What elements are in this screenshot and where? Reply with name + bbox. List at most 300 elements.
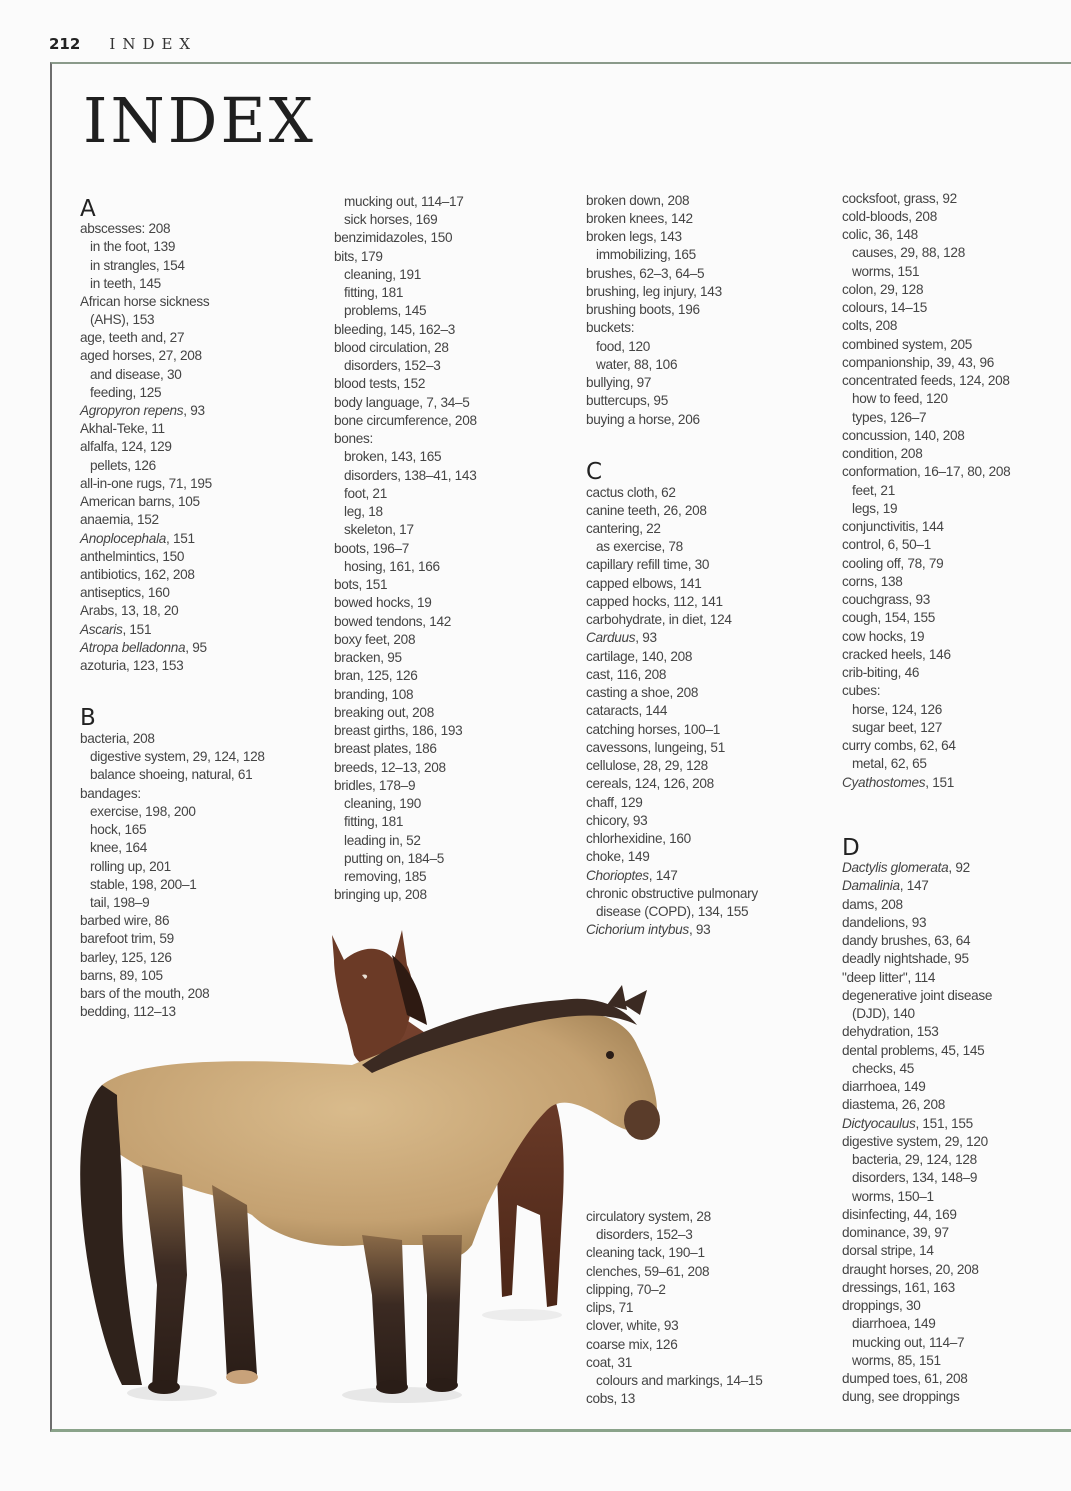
index-entry-text: bone circumference, 208	[334, 413, 477, 428]
index-entry-text: branding, 108	[334, 687, 414, 702]
index-entry-text: cereals, 124, 126, 208	[586, 776, 714, 791]
running-head	[49, 34, 197, 53]
index-entry	[842, 518, 944, 536]
index-entry-text: Akhal-Teke, 11	[80, 421, 165, 436]
index-entry-text: coarse mix, 126	[586, 1337, 678, 1352]
index-entry-text: dental problems, 45, 145	[842, 1043, 985, 1058]
index-entry-text: benzimidazoles, 150	[334, 230, 453, 245]
index-entry	[842, 1206, 957, 1224]
index-term-italic: Carduus	[586, 630, 636, 645]
index-entry	[334, 777, 415, 795]
horses-illustration	[62, 915, 682, 1415]
index-entry-text: leg, 18	[344, 504, 383, 519]
index-entry-text: broken, 143, 165	[344, 449, 442, 464]
index-entry	[842, 896, 903, 914]
index-entry-text: conformation, 16–17, 80, 208	[842, 464, 1011, 479]
index-entry	[80, 621, 151, 639]
index-entry	[80, 657, 183, 675]
index-entry-text: cast, 116, 208	[586, 667, 667, 682]
index-entry	[586, 885, 758, 903]
index-entry-text: capped elbows, 141	[586, 576, 702, 591]
index-subentry	[90, 238, 175, 256]
index-subentry	[90, 876, 196, 894]
index-entry	[842, 445, 922, 463]
index-subentry	[852, 409, 926, 427]
index-entry-text: barefoot trim, 59	[80, 931, 174, 946]
index-subentry	[90, 766, 252, 784]
index-entry-text: bleeding, 145, 162–3	[334, 322, 455, 337]
index-entry-text: clipping, 70–2	[586, 1282, 666, 1297]
index-entry-text: dams, 208	[842, 897, 903, 912]
index-entry	[842, 226, 918, 244]
index-term-italic: Damalinia	[842, 878, 900, 893]
index-subentry	[344, 521, 414, 539]
index-entry	[842, 1133, 988, 1151]
index-entry	[842, 336, 972, 354]
index-entry-text: colours and markings, 14–15	[596, 1373, 763, 1388]
index-term-italic: Anoplocephala	[80, 531, 167, 546]
index-entry	[842, 877, 928, 895]
index-entry	[334, 686, 413, 704]
index-entry-text: body language, 7, 34–5	[334, 395, 470, 410]
index-entry-text: dorsal stripe, 14	[842, 1243, 934, 1258]
index-entry-text: types, 126–7	[852, 410, 927, 425]
index-entry-text: cavessons, lungeing, 51	[586, 740, 725, 755]
index-entry	[334, 321, 455, 339]
index-entry	[842, 208, 937, 226]
index-entry-text: all-in-one rugs, 71, 195	[80, 476, 212, 491]
index-entry-text: clover, white, 93	[586, 1318, 679, 1333]
index-entry	[586, 502, 707, 520]
index-entry-text: dung, see droppings	[842, 1389, 960, 1404]
index-entry-text: brushes, 62–3, 64–5	[586, 266, 705, 281]
index-subentry	[852, 1060, 914, 1078]
index-entry-text: putting on, 184–5	[344, 851, 444, 866]
index-entry-text: digestive system, 29, 120	[842, 1134, 988, 1149]
index-term-italic: Dictyocaulus	[842, 1116, 916, 1131]
index-entry-text: , 93	[635, 630, 657, 645]
index-entry-text: hock, 165	[90, 822, 147, 837]
index-entry	[334, 576, 387, 594]
index-entry-text: broken legs, 143	[586, 229, 682, 244]
index-entry	[842, 555, 943, 573]
index-entry	[586, 556, 709, 574]
index-entry-text: dominance, 39, 97	[842, 1225, 949, 1240]
index-entry-text: barns, 89, 105	[80, 968, 163, 983]
page-title: INDEX	[83, 84, 316, 157]
index-entry	[586, 575, 702, 593]
index-entry	[334, 631, 415, 649]
index-entry-text: checks, 45	[852, 1061, 914, 1076]
index-entry-text: cleaning tack, 190–1	[586, 1245, 705, 1260]
index-entry-text: , 147	[899, 878, 929, 893]
index-entry	[334, 594, 432, 612]
index-entry	[334, 540, 409, 558]
index-entry	[586, 867, 677, 885]
index-subentry	[344, 795, 421, 813]
index-entry	[80, 566, 195, 584]
index-entry-text: chaff, 129	[586, 795, 643, 810]
index-entry-text: as exercise, 78	[596, 539, 683, 554]
index-entry-text: disorders, 152–3	[344, 358, 441, 373]
index-entry	[80, 584, 170, 602]
index-entry	[842, 1115, 973, 1133]
index-entry	[80, 220, 170, 238]
index-subentry	[344, 467, 476, 485]
index-entry	[334, 375, 425, 393]
index-subentry	[852, 482, 895, 500]
index-entry	[842, 987, 992, 1005]
index-entry-text: removing, 185	[344, 869, 427, 884]
index-entry-text: feeding, 125	[90, 385, 162, 400]
index-entry-text: diarrhoea, 149	[852, 1316, 936, 1331]
index-entry-text: concussion, 140, 208	[842, 428, 965, 443]
index-entry	[842, 932, 970, 950]
index-entry-text: cleaning, 190	[344, 796, 421, 811]
index-entry-text: carbohydrate, in diet, 124	[586, 612, 732, 627]
index-entry	[586, 484, 676, 502]
index-subentry	[344, 832, 421, 850]
index-subentry	[852, 701, 942, 719]
index-entry	[842, 859, 970, 877]
index-entry	[842, 914, 926, 932]
index-entry	[80, 730, 155, 748]
index-entry	[80, 530, 195, 548]
index-entry-text: bowed tendons, 142	[334, 614, 452, 629]
index-entry-text: droppings, 30	[842, 1298, 921, 1313]
index-entry	[586, 721, 720, 739]
index-entry-text: curry combs, 62, 64	[842, 738, 956, 753]
index-entry-text: digestive system, 29, 124, 128	[90, 749, 265, 764]
index-entry-text: alfalfa, 124, 129	[80, 439, 172, 454]
index-entry-text: chlorhexidine, 160	[586, 831, 691, 846]
index-subentry	[344, 357, 440, 375]
index-entry-text: cobs, 13	[586, 1391, 635, 1406]
index-entry	[842, 1078, 925, 1096]
index-entry-text: condition, 208	[842, 446, 923, 461]
index-entry-text: disinfecting, 44, 169	[842, 1207, 957, 1222]
dun-horse-fore-leg	[362, 1235, 407, 1390]
index-entry-text: American barns, 105	[80, 494, 200, 509]
index-entry	[80, 639, 207, 657]
index-entry-text: blood circulation, 28	[334, 340, 449, 355]
index-entry	[842, 1297, 920, 1315]
index-term-italic: Atropa belladonna	[80, 640, 186, 655]
index-entry-text: breast plates, 186	[334, 741, 437, 756]
index-entry	[80, 548, 184, 566]
index-entry-text: combined system, 205	[842, 337, 973, 352]
index-entry-text: cellulose, 28, 29, 128	[586, 758, 708, 773]
index-entry-text: cataracts, 144	[586, 703, 668, 718]
index-entry	[842, 536, 931, 554]
index-entry-text: balance shoeing, natural, 61	[90, 767, 253, 782]
index-entry-text: abscesses: 208	[80, 221, 171, 236]
index-entry-text: age, teeth and, 27	[80, 330, 185, 345]
index-entry	[586, 702, 667, 720]
index-entry-text: diarrhoea, 149	[842, 1079, 926, 1094]
index-subentry	[90, 384, 161, 402]
index-entry-text: blood tests, 152	[334, 376, 426, 391]
index-entry-text: bullying, 97	[586, 375, 652, 390]
index-entry-text: choke, 149	[586, 849, 650, 864]
index-entry-text: cocksfoot, grass, 92	[842, 191, 957, 206]
index-entry-text: cold-bloods, 208	[842, 209, 937, 224]
index-entry-text: buttercups, 95	[586, 393, 668, 408]
index-letter-heading: B	[80, 705, 96, 731]
index-entry-text: disorders, 134, 148–9	[852, 1170, 978, 1185]
index-entry	[80, 438, 172, 456]
index-entry-text: crib-biting, 46	[842, 665, 920, 680]
index-entry-text: pellets, 126	[90, 458, 156, 473]
index-letter-heading: C	[586, 459, 603, 485]
index-entry-text: broken down, 208	[586, 193, 690, 208]
index-subentry	[344, 302, 426, 320]
index-entry-text: antiseptics, 160	[80, 585, 170, 600]
index-entry-text: worms, 85, 151	[852, 1353, 941, 1368]
index-entry	[842, 299, 927, 317]
index-entry-text: how to feed, 120	[852, 391, 948, 406]
index-subentry	[596, 356, 677, 374]
page-number: 212	[49, 35, 81, 53]
index-entry	[586, 648, 692, 666]
index-entry-text: , 95	[185, 640, 207, 655]
index-entry-text: hosing, 161, 166	[344, 559, 440, 574]
index-entry	[842, 1261, 979, 1279]
index-letter-heading: A	[80, 196, 96, 222]
index-entry	[334, 229, 452, 247]
index-subentry	[852, 500, 897, 518]
index-entry-text: water, 88, 106	[596, 357, 678, 372]
index-subentry	[344, 850, 444, 868]
index-term-italic: Cichorium intybus	[586, 922, 689, 937]
index-entry-text: stable, 198, 200–1	[90, 877, 197, 892]
index-entry	[334, 667, 417, 685]
index-entry	[586, 392, 668, 410]
index-entry-text: , 151	[122, 622, 152, 637]
index-entry	[842, 1096, 945, 1114]
index-subentry	[852, 1188, 934, 1206]
index-entry-text: bran, 125, 126	[334, 668, 418, 683]
index-entry-text: companionship, 39, 43, 96	[842, 355, 994, 370]
index-entry-text: chicory, 93	[586, 813, 648, 828]
index-entry-text: coat, 31	[586, 1355, 632, 1370]
index-entry-text: catching horses, 100–1	[586, 722, 720, 737]
index-entry-text: fitting, 181	[344, 285, 404, 300]
index-entry-text: conjunctivitis, 144	[842, 519, 944, 534]
index-entry-text: circulatory system, 28	[586, 1209, 711, 1224]
index-entry-text: cubes:	[842, 683, 881, 698]
index-entry	[586, 301, 700, 319]
index-entry	[334, 248, 383, 266]
index-entry-text: immobilizing, 165	[596, 247, 696, 262]
index-subentry	[344, 266, 421, 284]
index-entry-text: exercise, 198, 200	[90, 804, 196, 819]
index-entry-text: cow hocks, 19	[842, 629, 925, 644]
index-entry-text: control, 6, 50–1	[842, 537, 931, 552]
index-entry-text: capped hocks, 112, 141	[586, 594, 723, 609]
index-entry-text: azoturia, 123, 153	[80, 658, 184, 673]
index-entry-text: cleaning, 191	[344, 267, 421, 282]
index-entry	[334, 886, 427, 904]
index-entry-text: bots, 151	[334, 577, 388, 592]
index-subentry	[344, 211, 437, 229]
index-entry-text: dressings, 161, 163	[842, 1280, 955, 1295]
index-entry-text: , 151, 155	[915, 1116, 973, 1131]
index-entry-text: breeds, 12–13, 208	[334, 760, 446, 775]
index-subentry	[90, 748, 265, 766]
index-entry	[842, 354, 994, 372]
index-entry-text: colours, 14–15	[842, 300, 927, 315]
index-entry	[80, 293, 209, 311]
index-subentry	[344, 813, 403, 831]
index-term-italic: Agropyron repens	[80, 403, 184, 418]
index-entry-text: clips, 71	[586, 1300, 634, 1315]
index-entry-text: aged horses, 27, 208	[80, 348, 202, 363]
index-entry-text: chronic obstructive pulmonary	[586, 886, 758, 901]
index-entry-text: cantering, 22	[586, 521, 661, 536]
index-entry-text: worms, 151	[852, 264, 920, 279]
index-entry-text: cactus cloth, 62	[586, 485, 676, 500]
index-subentry	[344, 284, 403, 302]
index-subentry	[852, 390, 948, 408]
index-entry-text: boxy feet, 208	[334, 632, 416, 647]
index-entry	[842, 969, 935, 987]
index-entry	[586, 812, 647, 830]
index-entry	[842, 427, 964, 445]
index-subentry	[852, 719, 942, 737]
index-entry	[334, 430, 373, 448]
index-entry	[80, 402, 205, 420]
index-entry	[334, 704, 434, 722]
index-entry	[842, 609, 935, 627]
index-entry-text: canine teeth, 26, 208	[586, 503, 707, 518]
index-entry-text: sugar beet, 127	[852, 720, 942, 735]
index-entry-text: fitting, 181	[344, 814, 404, 829]
index-subentry	[344, 485, 387, 503]
index-entry	[842, 573, 902, 591]
index-entry-text: (DJD), 140	[852, 1006, 915, 1021]
index-subentry	[596, 538, 683, 556]
index-entry-text: breast girths, 186, 193	[334, 723, 463, 738]
index-entry-text: "deep litter", 114	[842, 970, 936, 985]
index-entry-text: feet, 21	[852, 483, 895, 498]
index-entry	[586, 611, 732, 629]
index-entry-text: corns, 138	[842, 574, 903, 589]
index-entry	[334, 759, 446, 777]
index-entry-text: deadly nightshade, 95	[842, 951, 969, 966]
index-entry	[586, 848, 650, 866]
index-subentry	[90, 457, 156, 475]
index-entry-text: horse, 124, 126	[852, 702, 942, 717]
index-entry	[842, 646, 951, 664]
index-entry	[586, 411, 700, 429]
index-entry-text: diastema, 26, 208	[842, 1097, 945, 1112]
index-entry-text: sick horses, 169	[344, 212, 438, 227]
index-subentry	[344, 503, 383, 521]
index-subentry	[344, 868, 426, 886]
index-entry	[842, 317, 897, 335]
index-entry-text: , 92	[948, 860, 970, 875]
index-subentry	[90, 858, 171, 876]
index-entry-text: metal, 62, 65	[852, 756, 927, 771]
index-entry	[842, 1370, 968, 1388]
index-entry-text: clenches, 59–61, 208	[586, 1264, 710, 1279]
index-entry	[334, 649, 402, 667]
index-subentry	[852, 1334, 964, 1352]
index-entry-text: cooling off, 78, 79	[842, 556, 944, 571]
index-entry-text: colts, 208	[842, 318, 898, 333]
index-entry	[80, 329, 184, 347]
index-entry-text: buckets:	[586, 320, 635, 335]
index-entry-text: bringing up, 208	[334, 887, 427, 902]
index-entry-text: barbed wire, 86	[80, 913, 170, 928]
index-entry	[842, 1224, 949, 1242]
index-entry	[842, 664, 919, 682]
index-subentry	[852, 1352, 941, 1370]
index-letter-heading: D	[842, 835, 860, 861]
index-term-italic: Dactylis glomerata	[842, 860, 949, 875]
index-entry	[334, 722, 462, 740]
index-subentry	[852, 1315, 935, 1333]
index-entry-text: in teeth, 145	[90, 276, 161, 291]
index-entry-text: bits, 179	[334, 249, 383, 264]
index-term-italic: Cyathostomes	[842, 775, 926, 790]
index-entry-text: colon, 29, 128	[842, 282, 924, 297]
index-entry-text: capillary refill time, 30	[586, 557, 710, 572]
index-entry-text: , 151	[166, 531, 195, 546]
index-entry	[80, 602, 178, 620]
index-entry	[586, 192, 689, 210]
index-entry	[586, 210, 693, 228]
index-entry-text: leading in, 52	[344, 833, 421, 848]
index-subentry	[90, 821, 146, 839]
index-entry-text: , 93	[688, 922, 711, 937]
index-subentry	[90, 839, 147, 857]
index-entry	[842, 281, 923, 299]
index-entry-text: bacteria, 29, 124, 128	[852, 1152, 977, 1167]
index-entry-text: bars of the mouth, 208	[80, 986, 210, 1001]
index-entry-text: , 93	[183, 403, 205, 418]
index-entry	[842, 1023, 938, 1041]
index-entry-continuation	[90, 311, 154, 329]
index-entry-text: broken knees, 142	[586, 211, 693, 226]
index-subentry	[90, 257, 185, 275]
index-entry	[334, 339, 449, 357]
index-entry-text: bowed hocks, 19	[334, 595, 432, 610]
index-entry	[842, 463, 1010, 481]
index-entry-text: and disease, 30	[90, 367, 182, 382]
index-subentry	[90, 803, 196, 821]
index-entry-text: couchgrass, 93	[842, 592, 930, 607]
index-entry	[586, 374, 651, 392]
index-entry	[586, 228, 682, 246]
index-entry-text: bandages:	[80, 786, 141, 801]
index-entry	[80, 347, 202, 365]
index-entry	[842, 1388, 960, 1406]
index-entry-text: causes, 29, 88, 128	[852, 245, 965, 260]
index-subentry	[852, 755, 927, 773]
index-entry-text: foot, 21	[344, 486, 387, 501]
index-entry-text: , 151	[925, 775, 955, 790]
index-entry-text: bacteria, 208	[80, 731, 155, 746]
index-entry-text: barley, 125, 126	[80, 950, 172, 965]
index-entry	[842, 737, 956, 755]
index-entry-text: antibiotics, 162, 208	[80, 567, 195, 582]
index-entry	[586, 283, 722, 301]
index-entry-text: cartilage, 140, 208	[586, 649, 693, 664]
index-entry-text: boots, 196–7	[334, 541, 410, 556]
index-entry-text: buying a horse, 206	[586, 412, 700, 427]
